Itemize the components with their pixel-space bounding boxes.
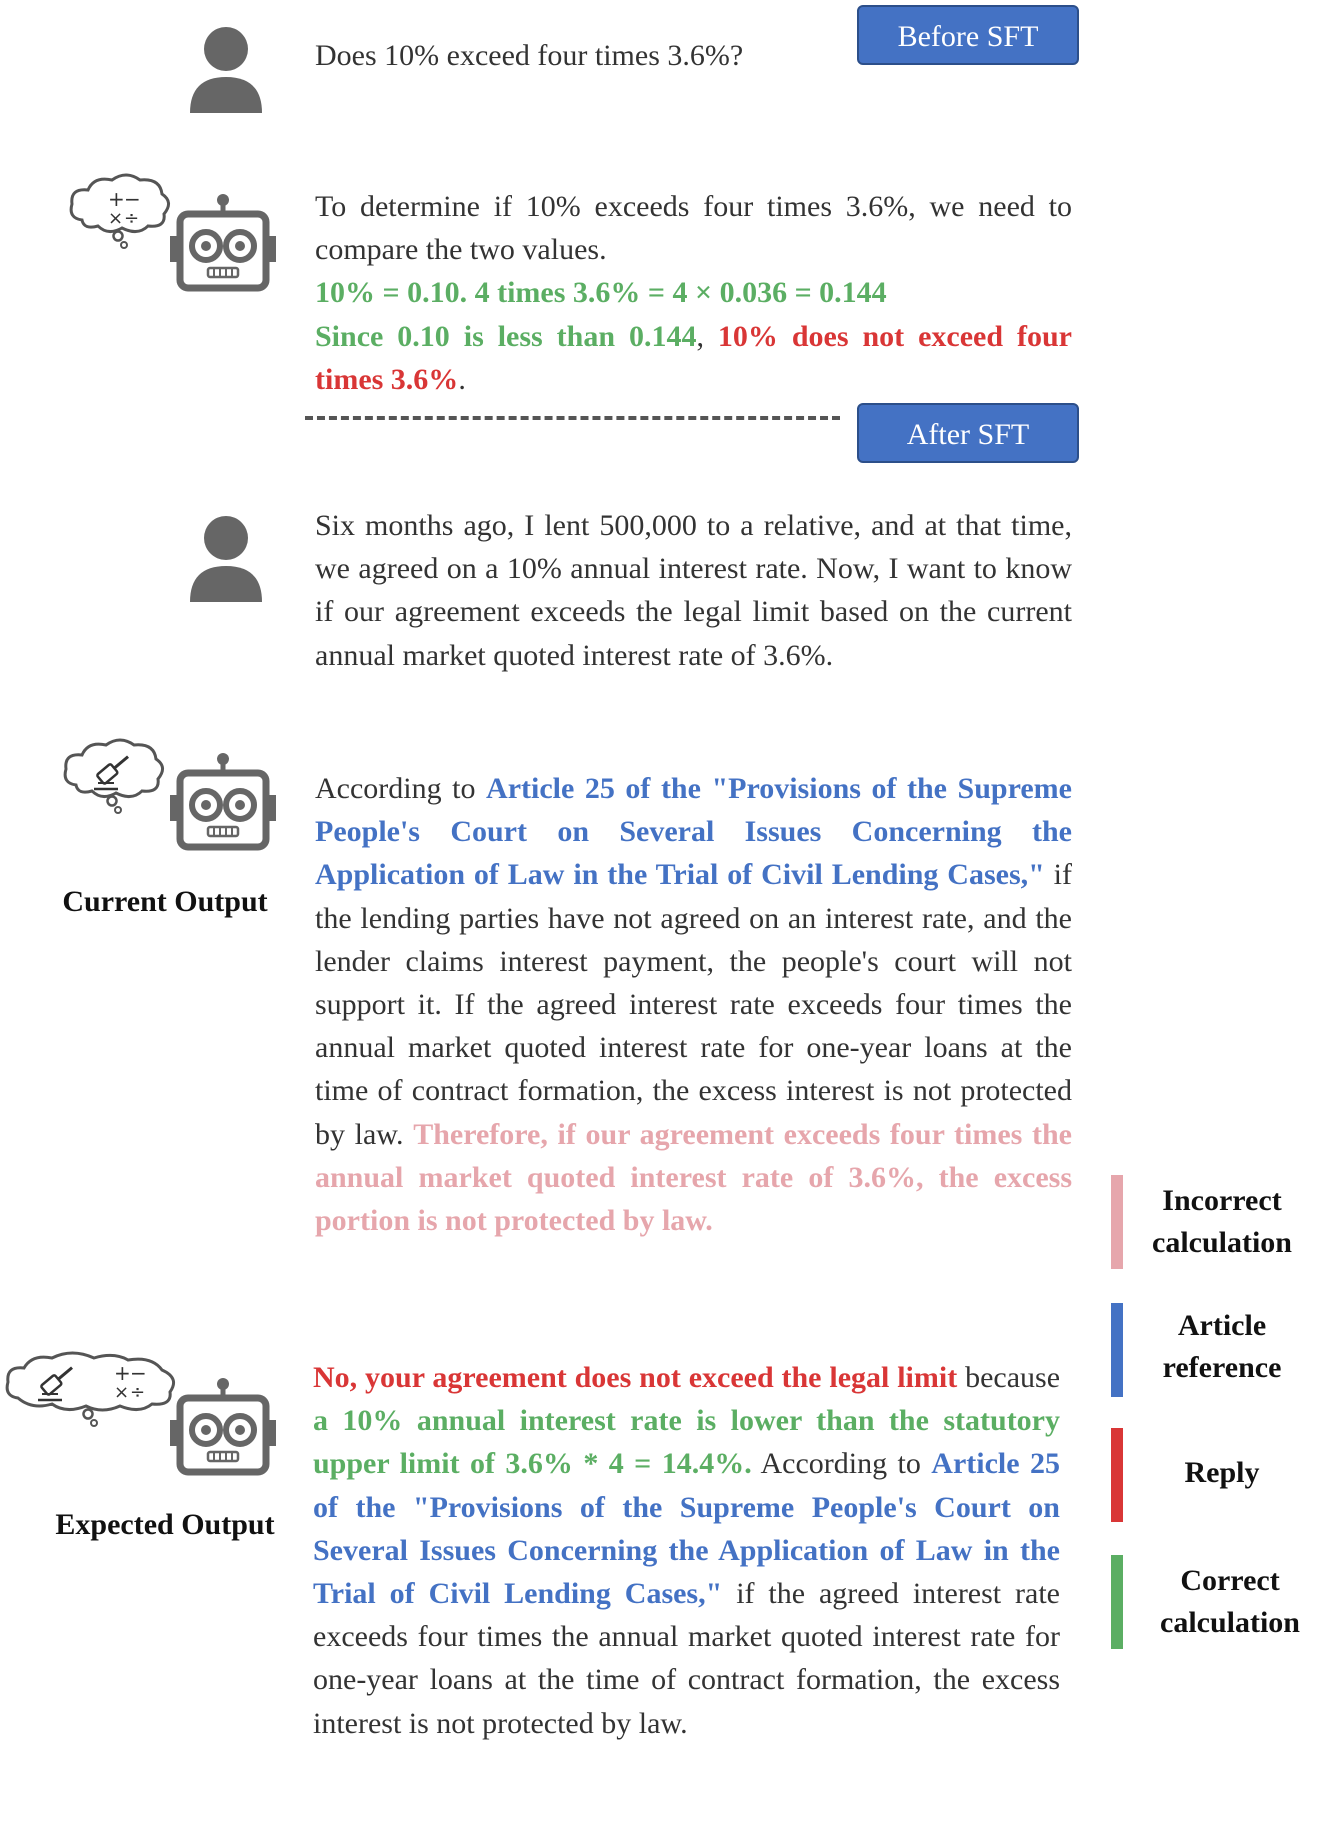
according: According to <box>751 1447 932 1481</box>
reply-expected: No, your agreement does not exceed the legal limit <box>313 1361 958 1394</box>
current-prefix: According to <box>315 772 487 805</box>
comma: , <box>696 319 718 353</box>
user-icon <box>186 25 266 115</box>
article-reference-current: Article 25 of the "Provisions of the Supreme People's Court on Several Issues Concerning the Application of Law in the Trial of Civil Lending Cases," <box>315 772 1072 892</box>
answer-intro: To determine if 10% exceeds four times 3.6%, we need to compare the two values. <box>315 190 1072 267</box>
svg-text:+: + <box>114 1361 131 1385</box>
current-output-caption: Current Output <box>62 885 268 918</box>
legend-incorrect: Incorrect calculation <box>1152 1184 1292 1259</box>
reply-before: 10% does not exceed four times 3.6% <box>315 319 1072 396</box>
robot-icon-current <box>168 753 278 853</box>
question-2: Six months ago, I lent 500,000 to a relative, and at that time, we agreed on a 10% annual interest rate. Now, I want to know if our agreement exceeds the legal limit based on the current annual market quoted interest rate of 3.6%. <box>315 509 1072 672</box>
legend-bar-correct <box>1111 1555 1123 1649</box>
because: because <box>957 1361 1061 1394</box>
divider <box>305 416 840 420</box>
current-output-text <box>315 767 1072 1242</box>
correct-calc-2: Since 0.10 is less than 0.144 <box>315 319 697 353</box>
question-1: Does 10% exceed four times 3.6%? <box>315 39 744 72</box>
expected-output-text <box>313 1356 1060 1745</box>
law-thought-icon <box>58 735 168 815</box>
answer-before-sft <box>315 185 1072 401</box>
svg-text:×: × <box>114 1382 130 1403</box>
svg-text:+: + <box>108 187 125 211</box>
legend-reply: Reply <box>1184 1456 1260 1489</box>
article-reference-expected: Article 25 of the "Provisions of the Supreme People's Court on Several Issues Concerning the Application of Law in the Trial of Civil Lending Cases," <box>313 1447 1060 1611</box>
before-sft-badge: Before SFT <box>857 5 1079 65</box>
correct-calc-1: 10% = 0.10. 4 times 3.6% = 4 × 0.036 = 0.144 <box>315 276 887 310</box>
expected-output-caption: Expected Output <box>55 1508 275 1541</box>
math-thought-icon <box>64 170 174 250</box>
svg-text:×: × <box>108 208 124 229</box>
period: . <box>458 362 466 396</box>
current-body: if the lending parties have not agreed on an interest rate, and the lender claims interest payment, the people's court will not support it. If the agreed interest rate exceeds four times the annual market quoted interest rate for one-year loans at the time of contract formation, the excess interest is not protected by law. <box>315 858 1072 1151</box>
legend-correct: Correct calculation <box>1160 1564 1300 1639</box>
robot-icon <box>168 194 278 294</box>
svg-text:−: − <box>130 1361 147 1385</box>
law-math-thought-icon <box>2 1348 182 1428</box>
svg-text:÷: ÷ <box>130 1382 146 1403</box>
legend-article: Article reference <box>1162 1309 1282 1384</box>
correct-calc-expected: a 10% annual interest rate is lower than the statutory upper limit of 3.6% * 4 = 14.4%. <box>313 1404 1060 1481</box>
after-sft-badge: After SFT <box>857 403 1079 463</box>
expected-body: if the agreed interest rate exceeds four times the annual market quoted interest rate for one-year loans at the time of contract formation, the excess interest is not protected by law. <box>313 1577 1060 1740</box>
incorrect-calc: Therefore, if our agreement exceeds four times the annual market quoted interest rate of 3.6%, the excess portion is not protected by law. <box>315 1117 1072 1238</box>
svg-text:−: − <box>124 187 141 211</box>
user-icon-2 <box>186 514 266 604</box>
svg-text:÷: ÷ <box>124 208 140 229</box>
robot-icon-expected <box>168 1378 278 1478</box>
